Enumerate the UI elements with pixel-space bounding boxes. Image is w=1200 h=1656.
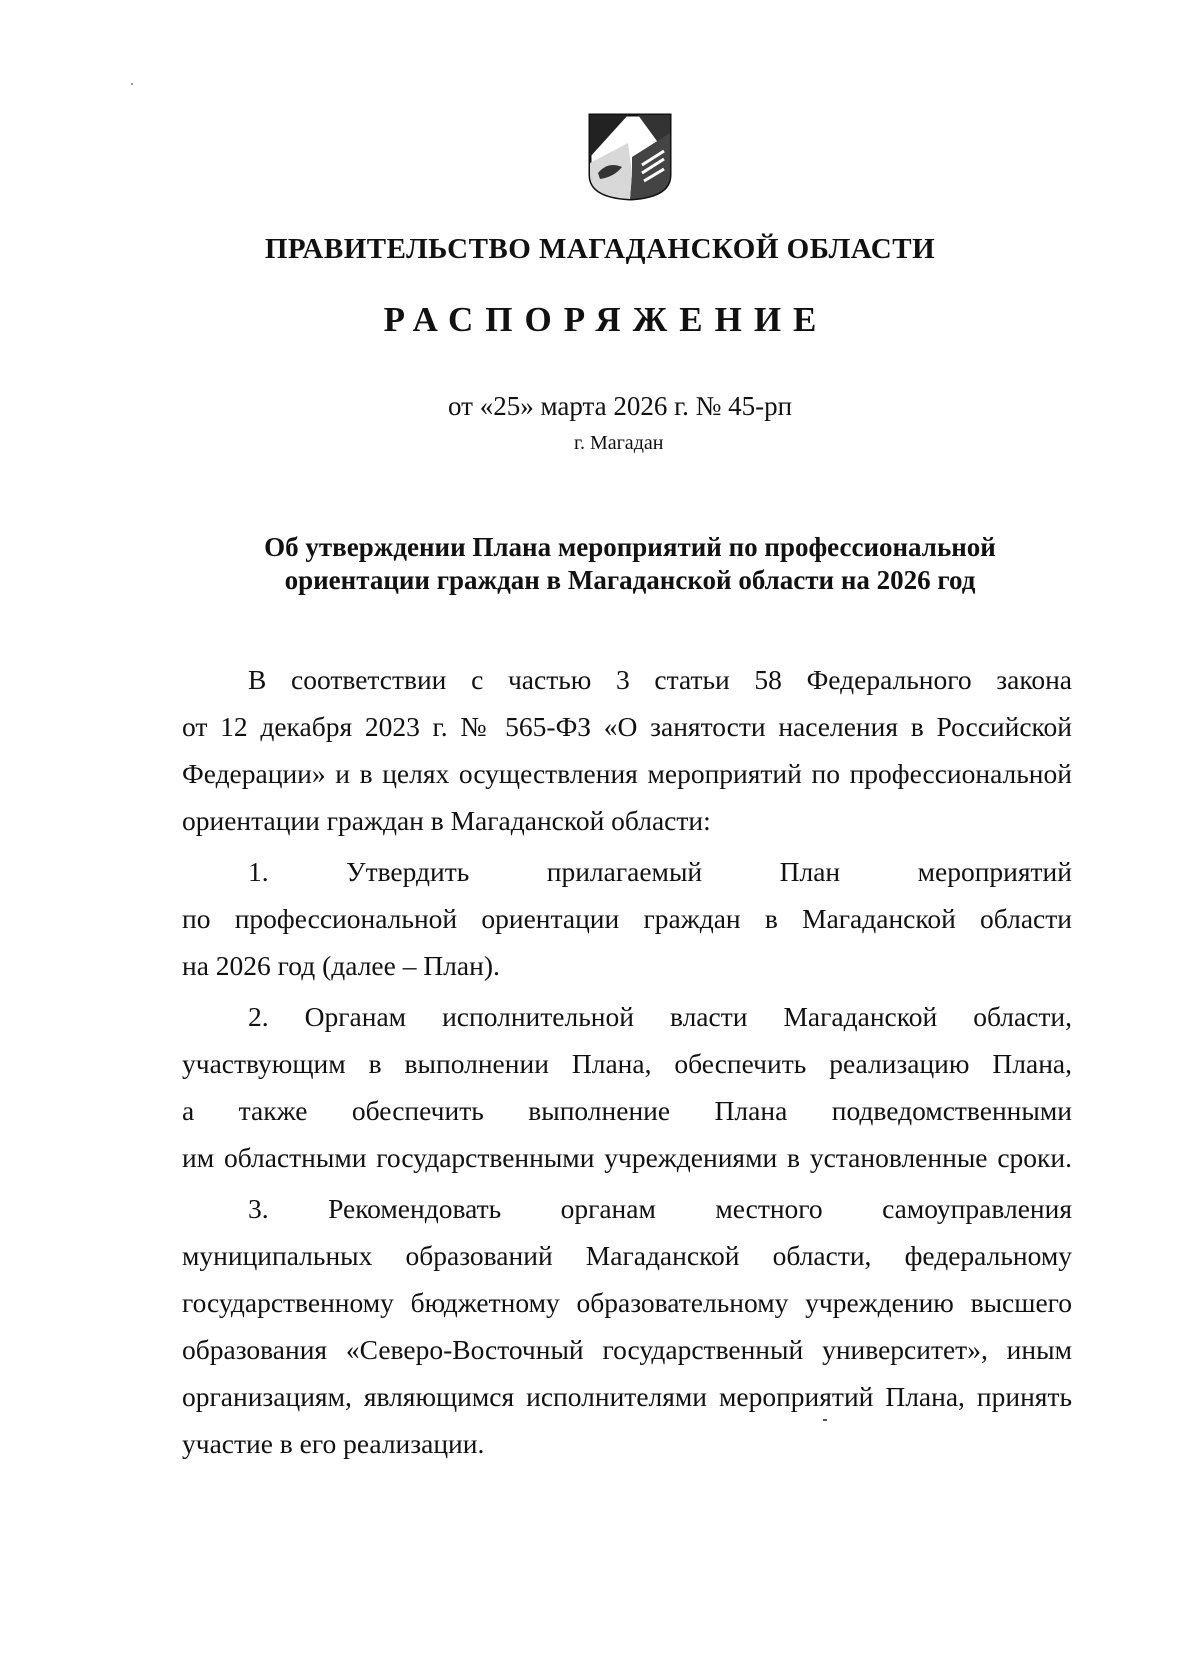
document-date-number: от «25» марта 2026 г. № 45-рп <box>448 391 793 421</box>
coat-of-arms-icon <box>588 113 672 201</box>
text-line: 2. Органам исполнительной власти Магаданской области, <box>248 1001 1072 1032</box>
text-line: образования «Северо-Восточный государственный университет», иным <box>182 1334 1072 1365</box>
item-2-paragraph <box>182 993 1072 1181</box>
item-3-paragraph <box>182 1185 1072 1467</box>
text-line: от 12 декабря 2023 г. № 565-ФЗ «О занятости населения в Российской <box>182 711 1072 742</box>
organization-title: ПРАВИТЕЛЬСТВО МАГАДАНСКОЙ ОБЛАСТИ <box>264 233 936 265</box>
scan-artifact <box>131 83 133 85</box>
item-1-paragraph <box>182 848 1072 989</box>
document-body <box>182 656 1072 1467</box>
document-city: г. Магадан <box>574 432 664 454</box>
text-line: а также обеспечить выполнение Плана подведомственными <box>182 1095 1072 1126</box>
text-line: участие в его реализации. <box>182 1428 485 1459</box>
subject-line: ориентации граждан в Магаданской области на 2026 год <box>284 565 976 595</box>
text-line: им областными государственными учреждениями в установленные сроки. <box>182 1142 1072 1173</box>
text-line: ориентации граждан в Магаданской области: <box>182 805 711 836</box>
text-line: В соответствии с частью 3 статьи 58 Федерального закона <box>248 664 1072 695</box>
text-line: Федерации» и в целях осуществления мероприятий по профессиональной <box>182 758 1072 789</box>
scan-artifact <box>823 1419 827 1421</box>
text-line: участвующим в выполнении Плана, обеспечить реализацию Плана, <box>182 1048 1072 1079</box>
subject-line: Об утверждении Плана мероприятий по профессиональной <box>264 532 996 562</box>
document-subject <box>180 531 1080 597</box>
text-line: организациям, являющимся исполнителями мероприятий Плана, принять <box>182 1381 1072 1412</box>
text-line: муниципальных образований Магаданской области, федеральному <box>182 1240 1072 1271</box>
text-line: 1. Утвердить прилагаемый План мероприятий <box>248 856 1072 887</box>
text-line: по профессиональной ориентации граждан в Магаданской области <box>182 903 1072 934</box>
text-line: на 2026 год (далее – План). <box>182 950 500 981</box>
preamble-paragraph <box>182 656 1072 844</box>
text-line: 3. Рекомендовать органам местного самоуправления <box>248 1193 1072 1224</box>
document-type-heading: РАСПОРЯЖЕНИЕ <box>383 300 829 339</box>
text-line: государственному бюджетному образовательному учреждению высшего <box>182 1287 1072 1318</box>
